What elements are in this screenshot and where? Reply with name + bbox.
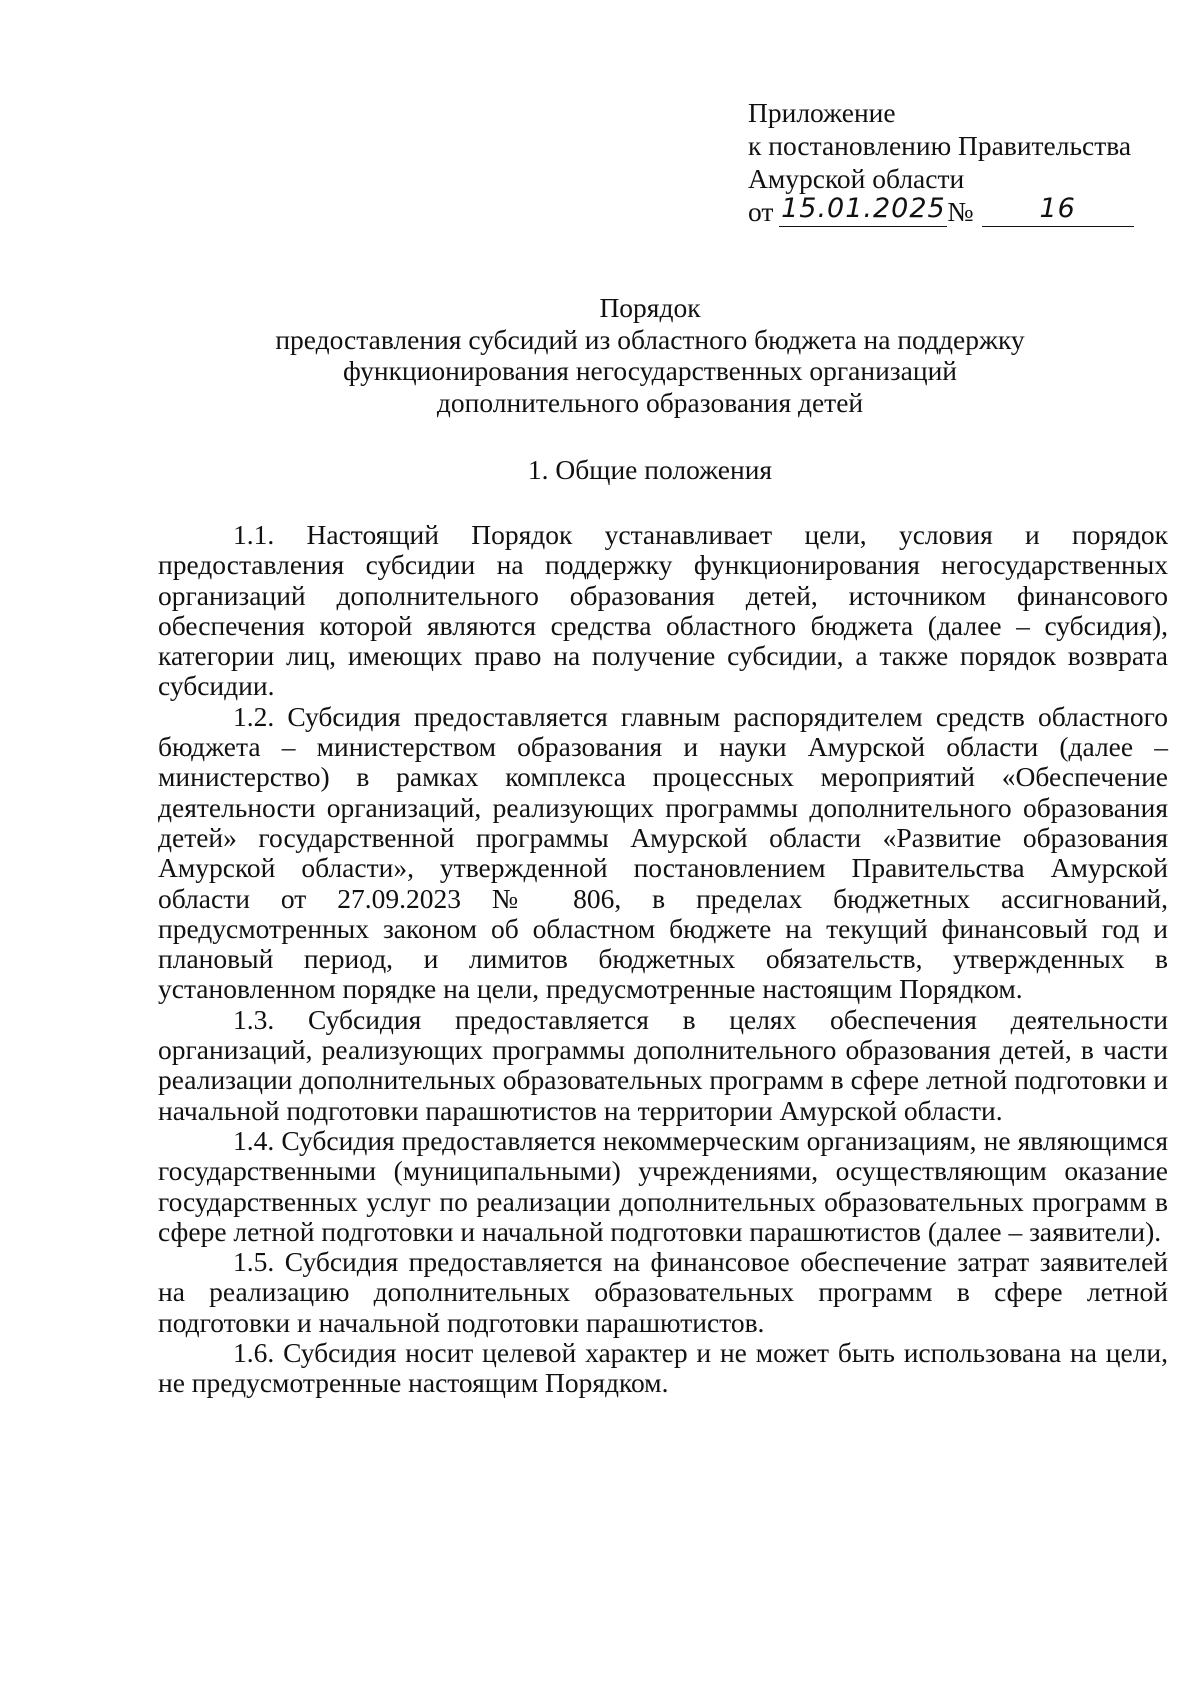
appendix-region: Амурской области	[748, 163, 965, 194]
number-prefix: №	[947, 196, 974, 227]
title-line-4: дополнительного образования детей	[436, 386, 864, 418]
handwritten-date: 15.01.2025	[781, 193, 946, 224]
title-line-1: Порядок	[599, 292, 701, 323]
document-title	[150, 292, 1150, 418]
paragraph-1-3: 1.3. Субсидия предоставляется в целях обеспечения деятельности организаций, реализующих программы дополнительного образования детей, в части реализации дополнительных образовательных программ в сфере летной подготовки и начальной подготовки парашютистов на территории Амурской области.	[158, 1003, 1168, 1126]
document-body	[158, 520, 1168, 1399]
appendix-block	[748, 96, 1148, 228]
paragraph-1-4: 1.4. Субсидия предоставляется некоммерческим организациям, не являющимся государственными (муниципальными) учреждениями, осуществляющим оказание государственных услуг по реализации дополнительных образовательных программ в сфере летной подготовки и начальной подготовки парашютистов (далее – заявители).	[158, 1124, 1168, 1247]
section-heading: 1. Общие положения	[527, 454, 773, 485]
handwritten-date-field	[779, 193, 947, 227]
paragraph-1-6: 1.6. Субсидия носит целевой характер и не может быть использована на цели, не предусмотренные настоящим Порядком.	[158, 1337, 1168, 1399]
handwritten-number-field	[982, 193, 1134, 227]
appendix-resolution-reference: к постановлению Правительства	[748, 130, 1132, 161]
handwritten-number: 16	[1039, 193, 1076, 224]
paragraph-1-2: 1.2. Субсидия предоставляется главным распорядителем средств областного бюджета – министерством образования и науки Амурской области (далее – министерство) в рамках комплекса процессных мероприятий «Обеспечение деятельности организаций, реализующих программы дополнительного образования детей» государственной программы Амурской области «Развитие образования Амурской области», утвержденной постановлением Правительства Амурской области от 27.09.2023 № 806, в пределах бюджетных ассигнований, предусмотренных законом об областном бюджете на текущий финансовый год и плановый период, и лимитов бюджетных обязательств, утвержденных в установленном порядке на цели, предусмотренные настоящим Порядком.	[158, 700, 1168, 1005]
paragraph-1-5: 1.5. Субсидия предоставляется на финансовое обеспечение затрат заявителей на реализацию дополнительных образовательных программ в сфере летной подготовки и начальной подготовки парашютистов.	[158, 1246, 1168, 1338]
appendix-label: Приложение	[748, 97, 896, 128]
title-line-3: функционирования негосударственных организаций	[342, 355, 958, 386]
title-line-2: предоставления субсидий из областного бюджета на поддержку	[275, 323, 1025, 355]
appendix-date-line	[748, 195, 1148, 228]
date-prefix: от	[748, 196, 774, 227]
paragraph-1-1: 1.1. Настоящий Порядок устанавливает цели, условия и порядок предоставления субсидии на поддержку функционирования негосударственных организаций дополнительного образования детей, источником финансового обеспечения которой являются средства областного бюджета (далее – субсидия), категории лиц, имеющих право на получение субсидии, а также порядок возврата субсидии.	[158, 519, 1168, 702]
